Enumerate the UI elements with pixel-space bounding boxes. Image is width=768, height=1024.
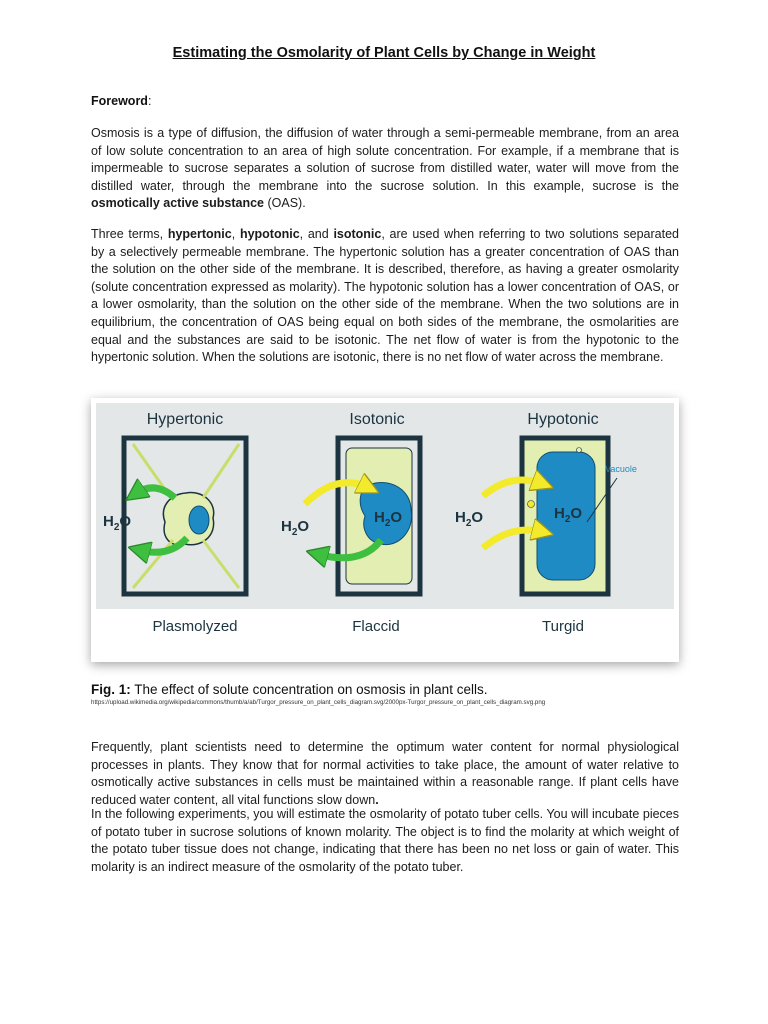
shrunken-vacuole bbox=[189, 506, 209, 534]
caption-label: Fig. 1: bbox=[91, 682, 131, 697]
p1-bold-term: osmotically active substance bbox=[91, 196, 264, 211]
figure-caption bbox=[91, 682, 487, 697]
paragraph-water-content bbox=[91, 739, 679, 809]
panel-label-plasmolyzed: Plasmolyzed bbox=[152, 618, 238, 635]
p2-term-hypotonic: hypotonic bbox=[239, 227, 300, 241]
organelle bbox=[577, 448, 582, 453]
cell-plasmolyzed bbox=[103, 438, 246, 594]
p3-text: Frequently, plant scientists need to determine the optimum water content for normal physiological processes in plants. They know that for normal activities to take place, the amount of water relative to osmotically active substances in cells must be maintained within a reasonable range. If plant cells have reduced water content, all vital functions slow down bbox=[91, 740, 679, 807]
p2-c: , bbox=[231, 227, 240, 241]
paragraph-osmosis bbox=[91, 125, 679, 213]
p1-text: Osmosis is a type of diffusion, the diffusion of water through a semi-permeable membrane, from an area of low solute concentration to an area of high solute concentration. For example, if a membrane that is impermeable to sucrose separates a solution of sucrose from distilled water, water will move from the distilled water, through the membrane into the sucrose solution. In this example, sucrose is the bbox=[91, 126, 679, 193]
foreword-colon: : bbox=[147, 94, 152, 108]
foreword-label: Foreword bbox=[91, 94, 148, 108]
p3-period: . bbox=[375, 792, 379, 807]
p2-term-isotonic: isotonic bbox=[333, 227, 382, 241]
panel-heading-hypotonic: Hypotonic bbox=[527, 411, 599, 428]
water-label-isotonic: $H_2O$ bbox=[281, 518, 310, 538]
foreword-heading bbox=[91, 94, 151, 108]
water-label-hypotonic: $H_2O$ bbox=[455, 509, 484, 529]
document-title: Estimating the Osmolarity of Plant Cells by Change in Weight bbox=[172, 45, 596, 61]
water-label-inside-turgid: $H_2O$ bbox=[554, 505, 583, 525]
p2-e: , are used when referring to two solutions separated by a selectively permeable membrane. The hypertonic solution has a greater concentration of OAS than the solution on the other side of the membrane. It is described, therefore, as having a greater osmolarity (solute concentration expressed as molarity). The hypotonic solution has a lower concentration of OAS, or a lower osmolarity, than the solution on the other side of the membrane. When the two solutions are in equilibrium, the concentration of OAS being equal on both sides of the membrane, the osmolarities are equal and the substances are said to be isotonic. The net flow of water is from the hypotonic to the hypertonic solution. When the solutions are isotonic, there is no net flow of water across the membrane. bbox=[91, 227, 680, 365]
vacuole-label: Vacuole bbox=[605, 464, 637, 474]
panel-label-turgid: Turgid bbox=[542, 618, 584, 635]
organelle bbox=[528, 501, 535, 508]
figure-turgor-diagram bbox=[91, 398, 679, 662]
panel-heading-isotonic: Isotonic bbox=[349, 411, 405, 428]
panel-heading-hypertonic: Hypertonic bbox=[146, 411, 224, 428]
p1-tail: (OAS). bbox=[264, 196, 306, 211]
vacuole-flaccid bbox=[360, 482, 411, 544]
p2-d: , and bbox=[299, 227, 334, 241]
paragraph-experiment: In the following experiments, you will estimate the osmolarity of potato tuber cells. You will incubate pieces of potato tuber in sucrose solutions of known molarity. The object is to find the molarity at which weight of the potato tuber tissue does not change, indicating that there has been no net loss or gain of water. This molarity is an indirect measure of the osmolarity of the potato tuber. bbox=[91, 807, 679, 874]
p2-term-hypertonic: hypertonic bbox=[167, 227, 232, 241]
panel-label-flaccid: Flaccid bbox=[352, 618, 400, 635]
paragraph-tonicity bbox=[91, 226, 679, 367]
caption-text: The effect of solute concentration on osmosis in plant cells. bbox=[130, 682, 488, 697]
figure-source-url[interactable]: https://upload.wikimedia.org/wikipedia/commons/thumb/a/ab/Turgor_pressure_on_plant_cells_diagram.svg/2000px-Turgor_pressure_on_plant_cells_diagram.svg.png bbox=[91, 699, 546, 706]
water-label-inside-flaccid: $H_2O$ bbox=[374, 509, 403, 529]
turgor-diagram-svg bbox=[91, 398, 679, 662]
water-label-hypertonic: $H_2O$ bbox=[103, 513, 132, 533]
p2-a: Three terms, bbox=[91, 227, 168, 241]
